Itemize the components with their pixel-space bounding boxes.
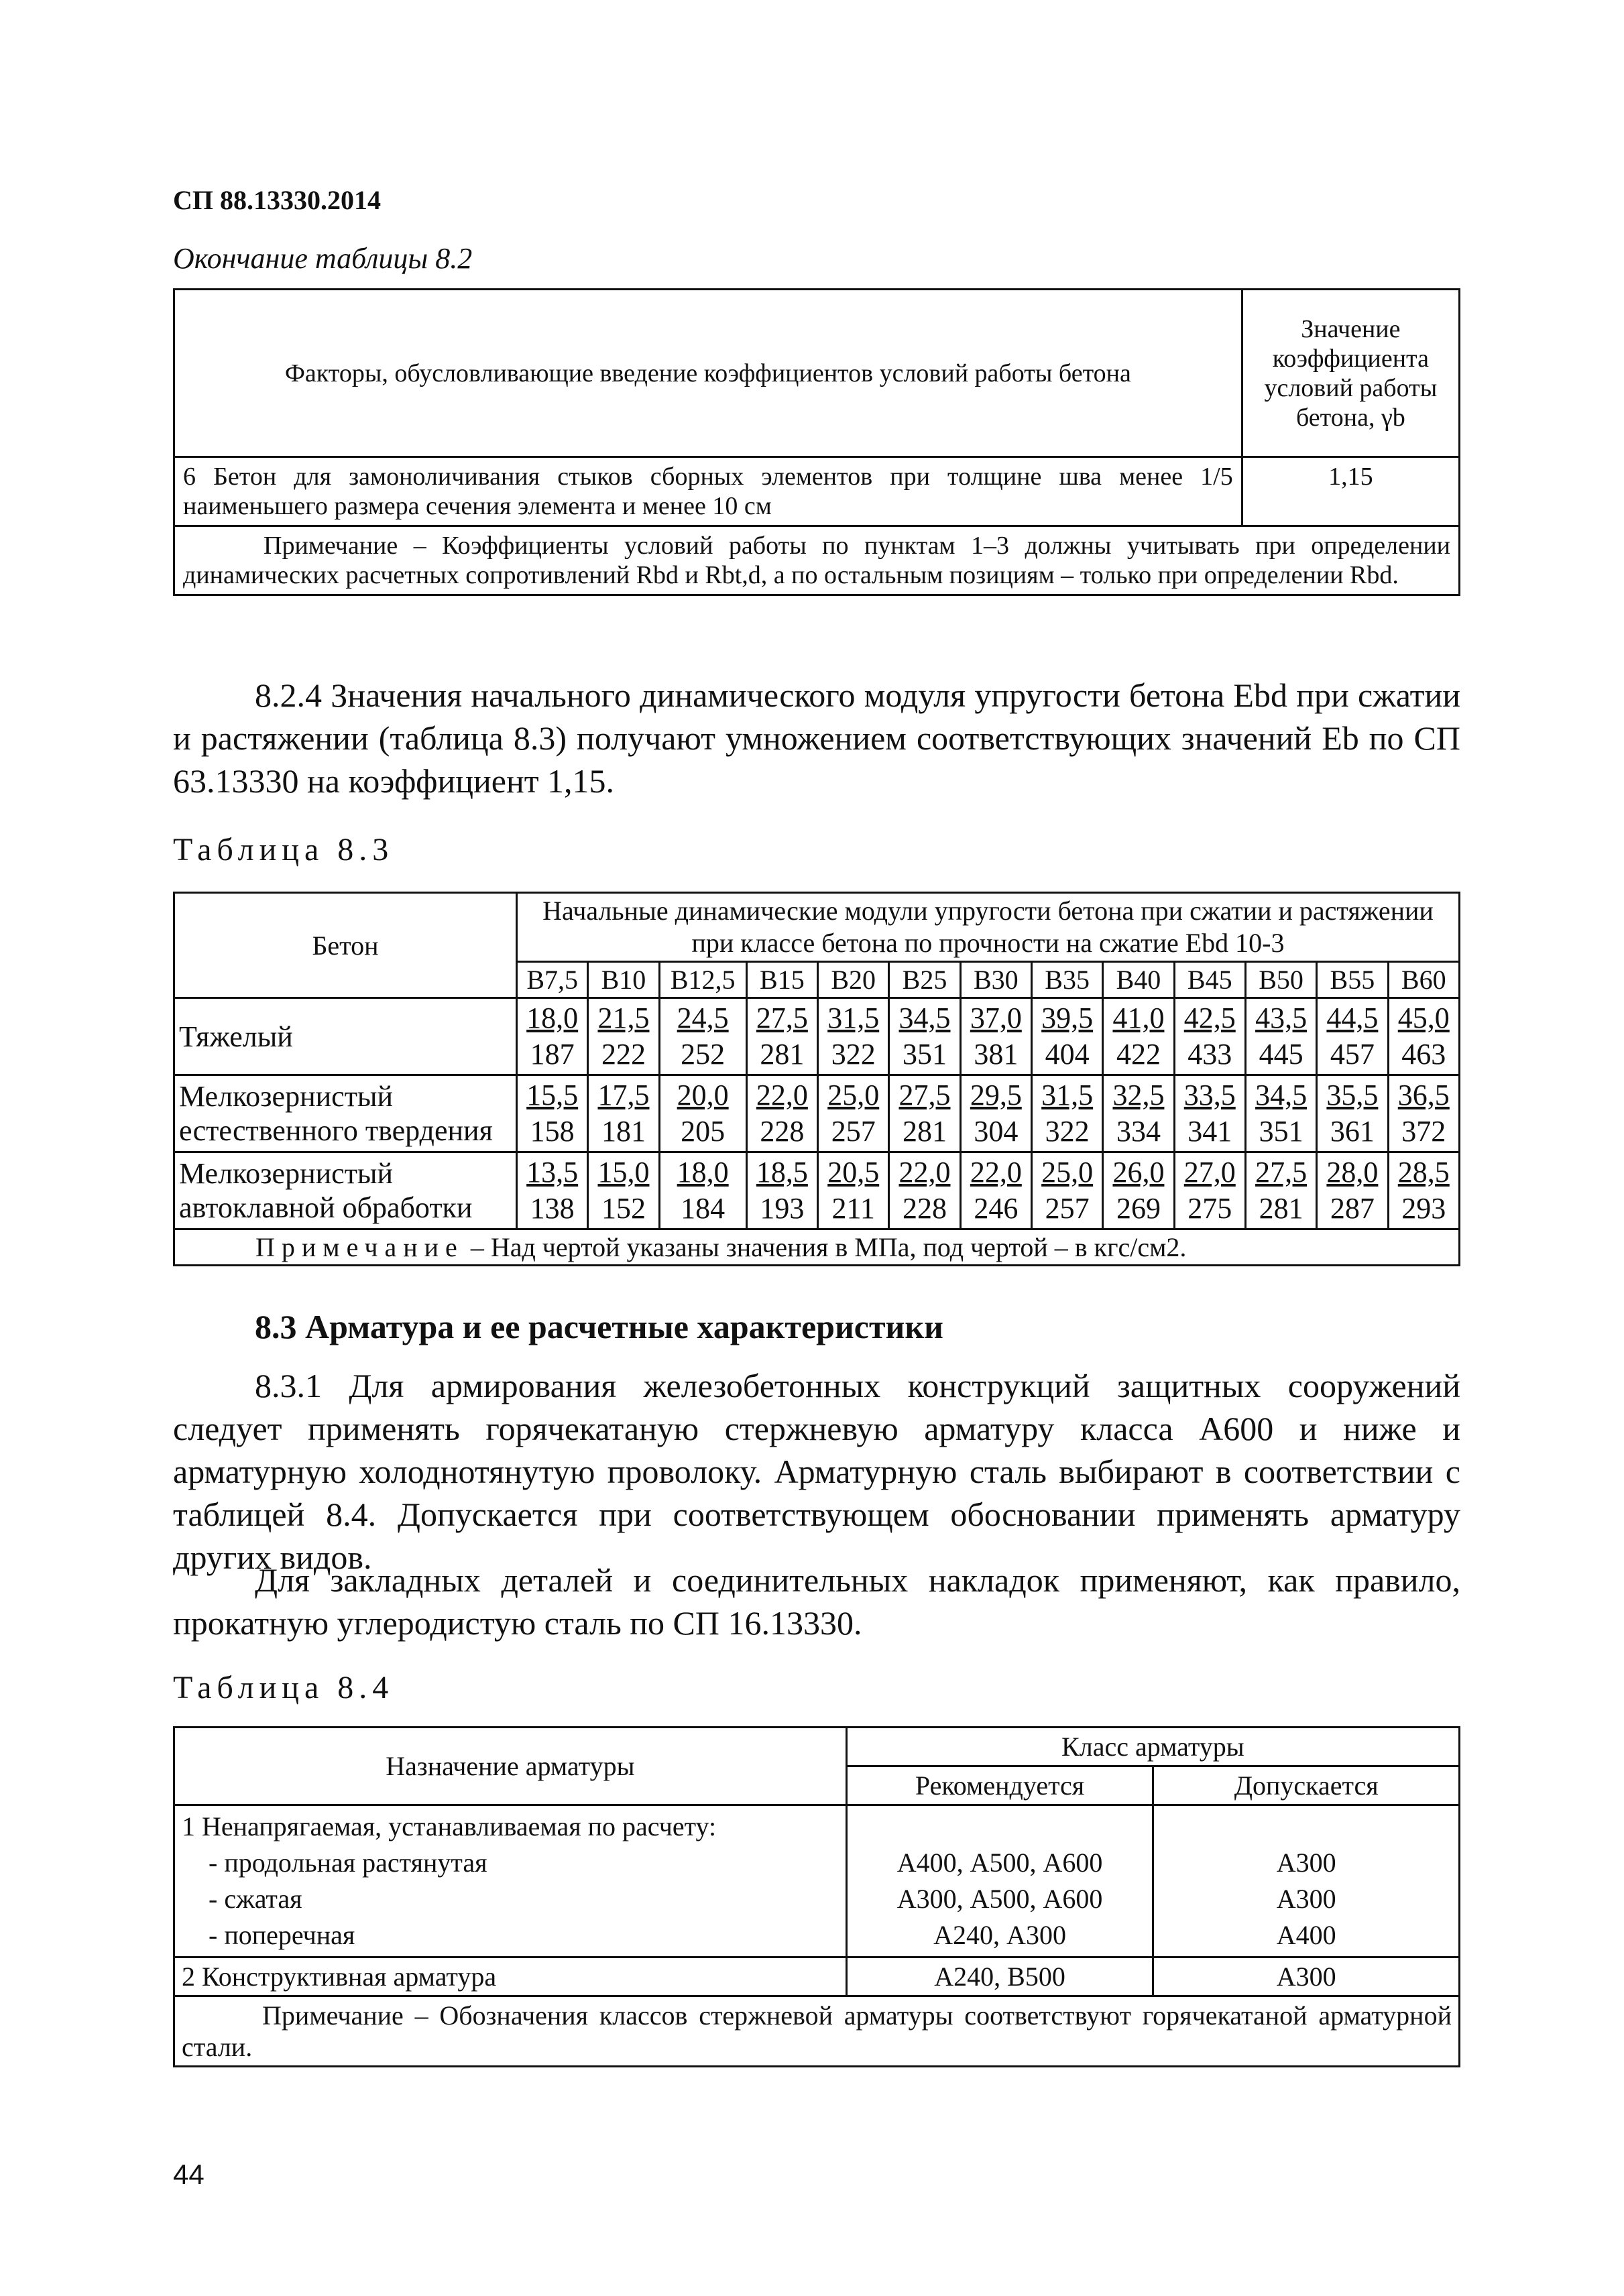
t83-value-cell: [1317, 998, 1388, 1075]
t83-value-cell: [1388, 1152, 1459, 1229]
t83-value-mpa: 37,0: [970, 1002, 1022, 1034]
t83-value-kgf: 351: [903, 1038, 947, 1071]
paragraph-embedded-parts: Для закладных деталей и соединительных накладок применяют, как правило, прокатную углеродистую сталь по СП 16.13330.: [173, 1561, 1460, 1642]
t82-note-label: Примечание: [264, 532, 398, 560]
t83-value-kgf: 433: [1187, 1038, 1232, 1071]
t83-value-cell: [659, 1075, 746, 1152]
t83-value-kgf: 351: [1259, 1115, 1303, 1148]
t84-rec-value: А300, А500, А600: [896, 1884, 1103, 1914]
t83-value-kgf: 228: [760, 1115, 805, 1148]
t83-value-cell: [1245, 998, 1316, 1075]
t84-allow-value: А300: [1276, 1848, 1336, 1878]
t83-class-header: B12,5: [659, 962, 746, 998]
t83-value-kgf: 222: [601, 1038, 646, 1071]
t83-value-mpa: 34,5: [898, 1002, 951, 1034]
t83-value-cell: [746, 1075, 817, 1152]
t83-value-kgf: 381: [974, 1038, 1019, 1071]
t83-value-mpa: 43,5: [1255, 1002, 1308, 1034]
t83-value-mpa: 15,5: [526, 1079, 579, 1111]
t83-value-mpa: 31,5: [827, 1002, 880, 1034]
t83-class-header: B20: [818, 962, 889, 998]
table-8-2: [173, 288, 1460, 596]
t83-value-mpa: 13,5: [526, 1156, 579, 1189]
t83-value-cell: [517, 998, 588, 1075]
t83-value-cell: [659, 1152, 746, 1229]
t83-value-kgf: 322: [831, 1038, 876, 1071]
t83-value-kgf: 404: [1045, 1038, 1090, 1071]
t83-value-kgf: 158: [530, 1115, 575, 1148]
t82-col1-header: Факторы, обусловливающие введение коэффициентов условий работы бетона: [174, 290, 1242, 457]
t84-row1-allowed: [1153, 1805, 1460, 1957]
t83-class-header: B25: [889, 962, 960, 998]
t82-note-text: – Коэффициенты условий работы по пунктам 1–3 должны учитывать при определении динамических расчетных сопротивлений Rbd и Rbt,d, а по остальным позициям – только при определении Rbd.: [183, 532, 1450, 589]
t83-value-cell: [1031, 1152, 1102, 1229]
t83-value-kgf: 187: [530, 1038, 575, 1071]
t83-value-mpa: 21,5: [597, 1002, 650, 1034]
t83-value-mpa: 28,0: [1326, 1156, 1379, 1189]
t83-value-mpa: 42,5: [1183, 1002, 1236, 1034]
t83-value-cell: [1174, 1152, 1245, 1229]
t83-row: [174, 1075, 1460, 1152]
t83-value-cell: [1317, 1075, 1388, 1152]
t83-value-cell: [1174, 998, 1245, 1075]
t83-value-kgf: 281: [1259, 1192, 1303, 1225]
t83-value-kgf: 193: [760, 1192, 805, 1225]
table-8-3-caption: Таблица 8.3: [173, 832, 394, 867]
t83-class-header: B10: [588, 962, 659, 998]
t83-value-cell: [588, 1152, 659, 1229]
t83-value-kgf: 422: [1116, 1038, 1161, 1071]
t82-row6-text: 6 Бетон для замоноличивания стыков сборных элементов при толщине шва менее 1/5 наименьшего размера сечения элемента и менее 10 см: [174, 457, 1242, 526]
t84-row2-allowed: А300: [1153, 1957, 1460, 1996]
t83-value-mpa: 25,0: [1041, 1156, 1094, 1189]
t84-rec-value: А400, А500, А600: [896, 1848, 1103, 1878]
t83-class-header: B7,5: [517, 962, 588, 998]
t83-value-mpa: 28,5: [1397, 1156, 1450, 1189]
t84-row1-item-label: - поперечная: [209, 1920, 355, 1950]
t83-value-kgf: 269: [1116, 1192, 1161, 1225]
t83-value-cell: [588, 1075, 659, 1152]
t83-value-mpa: 45,0: [1397, 1002, 1450, 1034]
t83-value-kgf: 463: [1401, 1038, 1446, 1071]
t83-value-cell: [818, 1152, 889, 1229]
t83-value-mpa: 27,0: [1183, 1156, 1236, 1189]
t82-note: [174, 526, 1460, 595]
t83-row: [174, 1152, 1460, 1229]
page-number: 44: [173, 2159, 205, 2190]
t83-note: [174, 1229, 1460, 1266]
t84-rec-value: А240, А300: [933, 1920, 1066, 1950]
t84-row1-item-label: - продольная растянутая: [209, 1848, 487, 1878]
t83-value-mpa: 18,0: [677, 1156, 729, 1189]
t83-row: [174, 998, 1460, 1075]
t83-value-mpa: 17,5: [597, 1079, 650, 1111]
t83-col1-header: Бетон: [174, 893, 517, 998]
t83-value-cell: [746, 1152, 817, 1229]
t83-value-mpa: 26,0: [1112, 1156, 1165, 1189]
t83-value-kgf: 304: [974, 1115, 1019, 1148]
t84-allow-value: А300: [1276, 1884, 1336, 1914]
t83-value-cell: [960, 998, 1031, 1075]
t83-value-kgf: 372: [1401, 1115, 1446, 1148]
t83-value-kgf: 205: [681, 1115, 726, 1148]
t83-value-kgf: 252: [681, 1038, 726, 1071]
t83-value-kgf: 293: [1401, 1192, 1446, 1225]
t83-value-mpa: 22,0: [970, 1156, 1022, 1189]
t83-value-mpa: 32,5: [1112, 1079, 1165, 1111]
t83-value-cell: [818, 1075, 889, 1152]
t84-sub-recommended: Рекомендуется: [846, 1766, 1153, 1805]
table-8-4: [173, 1726, 1460, 2067]
t83-value-cell: [588, 998, 659, 1075]
t83-value-mpa: 15,0: [597, 1156, 650, 1189]
t83-value-mpa: 20,5: [827, 1156, 880, 1189]
t84-row1-recommended: [846, 1805, 1153, 1957]
t83-value-cell: [889, 1152, 960, 1229]
table-8-3: [173, 892, 1460, 1266]
t83-class-header: B15: [746, 962, 817, 998]
t83-value-mpa: 44,5: [1326, 1002, 1379, 1034]
t83-value-kgf: 246: [974, 1192, 1019, 1225]
t83-value-mpa: 29,5: [970, 1079, 1022, 1111]
t83-value-cell: [659, 998, 746, 1075]
t83-value-cell: [1103, 1075, 1174, 1152]
t83-value-kgf: 228: [903, 1192, 947, 1225]
t83-value-mpa: 20,0: [677, 1079, 729, 1111]
t84-row1-item-label: - сжатая: [209, 1884, 302, 1914]
t83-value-cell: [746, 998, 817, 1075]
t83-value-kgf: 341: [1187, 1115, 1232, 1148]
t83-value-kgf: 257: [831, 1115, 876, 1148]
t83-value-mpa: 41,0: [1112, 1002, 1165, 1034]
t83-value-mpa: 31,5: [1041, 1079, 1094, 1111]
t83-value-kgf: 275: [1187, 1192, 1232, 1225]
t83-value-kgf: 184: [681, 1192, 726, 1225]
t83-row-label: Тяжелый: [174, 998, 517, 1075]
t83-value-cell: [1031, 1075, 1102, 1152]
t83-value-cell: [1245, 1152, 1316, 1229]
t84-note-text: – Обозначения классов стержневой арматуры соответствуют горячекатаной арматурной стали.: [182, 2000, 1452, 2062]
table-8-4-caption: Таблица 8.4: [173, 1670, 394, 1705]
t83-class-header: B30: [960, 962, 1031, 998]
table-continuation-caption: Окончание таблицы 8.2: [173, 242, 473, 275]
t84-row1-labels: [174, 1805, 847, 1957]
t83-value-kgf: 361: [1330, 1115, 1375, 1148]
t83-value-kgf: 457: [1330, 1038, 1375, 1071]
t83-value-mpa: 39,5: [1041, 1002, 1094, 1034]
t83-note-text: – Над чертой указаны значения в МПа, под чертой – в кгс/см2.: [463, 1232, 1187, 1262]
t83-value-mpa: 24,5: [677, 1002, 729, 1034]
t84-sub-allowed: Допускается: [1153, 1766, 1460, 1805]
standard-number: СП 88.13330.2014: [173, 185, 381, 215]
t83-value-kgf: 257: [1045, 1192, 1090, 1225]
t83-value-kgf: 152: [601, 1192, 646, 1225]
t83-value-kgf: 281: [903, 1115, 947, 1148]
t83-value-cell: [1317, 1152, 1388, 1229]
t83-value-cell: [1388, 998, 1459, 1075]
t83-value-mpa: 36,5: [1397, 1079, 1450, 1111]
paragraph-8-2-4: 8.2.4 Значения начального динамического модуля упругости бетона Ebd при сжатии и растяжении (таблица 8.3) получают умножением соответствующих значений Eb по СП 63.13330 на коэффициент 1,15.: [173, 676, 1460, 800]
t83-value-mpa: 18,5: [756, 1156, 808, 1189]
t83-value-cell: [960, 1152, 1031, 1229]
t84-row1-title: 1 Ненапрягаемая, устанавливаемая по расчету:: [182, 1811, 717, 1841]
t83-value-kgf: 445: [1259, 1038, 1303, 1071]
t83-value-mpa: 34,5: [1255, 1079, 1308, 1111]
t83-value-cell: [1031, 998, 1102, 1075]
t84-note-label: Примечание: [262, 2000, 404, 2031]
t83-value-cell: [889, 1075, 960, 1152]
t84-row2-recommended: А240, В500: [846, 1957, 1153, 1996]
t84-group-header: Класс арматуры: [846, 1728, 1459, 1766]
t83-value-cell: [1245, 1075, 1316, 1152]
t83-value-cell: [1103, 1152, 1174, 1229]
t83-value-mpa: 27,5: [1255, 1156, 1308, 1189]
t83-class-header: B45: [1174, 962, 1245, 998]
t83-value-mpa: 27,5: [756, 1002, 808, 1034]
t83-value-cell: [517, 1152, 588, 1229]
t83-value-kgf: 211: [831, 1192, 875, 1225]
t83-group-header: Начальные динамические модули упругости бетона при сжатии и растяжении при классе бетона по прочности на сжатие Ebd 10-3: [517, 893, 1460, 962]
t82-col2-header: Значение коэффициента условий работы бетона, γb: [1242, 290, 1459, 457]
t83-value-kgf: 281: [760, 1038, 805, 1071]
t83-value-mpa: 22,0: [898, 1156, 951, 1189]
t83-value-kgf: 287: [1330, 1192, 1375, 1225]
t83-value-cell: [818, 998, 889, 1075]
t83-class-header: B50: [1245, 962, 1316, 998]
t83-note-label: Примечание: [255, 1232, 464, 1262]
t83-class-header: B35: [1031, 962, 1102, 998]
t83-value-kgf: 181: [601, 1115, 646, 1148]
t83-class-header: B60: [1388, 962, 1459, 998]
t83-value-cell: [960, 1075, 1031, 1152]
t83-value-kgf: 334: [1116, 1115, 1161, 1148]
t83-value-mpa: 27,5: [898, 1079, 951, 1111]
t83-value-cell: [517, 1075, 588, 1152]
t83-class-header: B55: [1317, 962, 1388, 998]
t83-value-mpa: 25,0: [827, 1079, 880, 1111]
t83-row-label: Мелкозернистый автоклавной обработки: [174, 1152, 517, 1229]
t84-note: [174, 1996, 1460, 2067]
t83-value-cell: [889, 998, 960, 1075]
paragraph-8-3-1: 8.3.1 Для армирования железобетонных конструкций защитных сооружений следует применять горячекатаную стержневую арматуру класса А600 и ниже и арматурную холоднотянутую проволоку. Арматурную сталь выбирают в соответствии с таблицей 8.4. Допускается при соответствующем обосновании применять арматуру других видов.: [173, 1367, 1460, 1576]
t83-value-mpa: 33,5: [1183, 1079, 1236, 1111]
t84-col1-header: Назначение арматуры: [174, 1728, 847, 1805]
t83-value-kgf: 322: [1045, 1115, 1090, 1148]
t84-allow-value: А400: [1276, 1920, 1336, 1950]
t83-value-mpa: 22,0: [756, 1079, 808, 1111]
section-8-3-title: 8.3 Арматура и ее расчетные характеристики: [255, 1308, 943, 1345]
t83-value-kgf: 138: [530, 1192, 575, 1225]
t83-value-mpa: 18,0: [526, 1002, 579, 1034]
t83-value-cell: [1103, 998, 1174, 1075]
t83-value-cell: [1174, 1075, 1245, 1152]
t83-class-header: B40: [1103, 962, 1174, 998]
t82-row6-value: 1,15: [1242, 457, 1459, 526]
t84-row2-label: 2 Конструктивная арматура: [174, 1957, 847, 1996]
t83-row-label: Мелкозернистый естественного твердения: [174, 1075, 517, 1152]
t83-value-cell: [1388, 1075, 1459, 1152]
t83-value-mpa: 35,5: [1326, 1079, 1379, 1111]
